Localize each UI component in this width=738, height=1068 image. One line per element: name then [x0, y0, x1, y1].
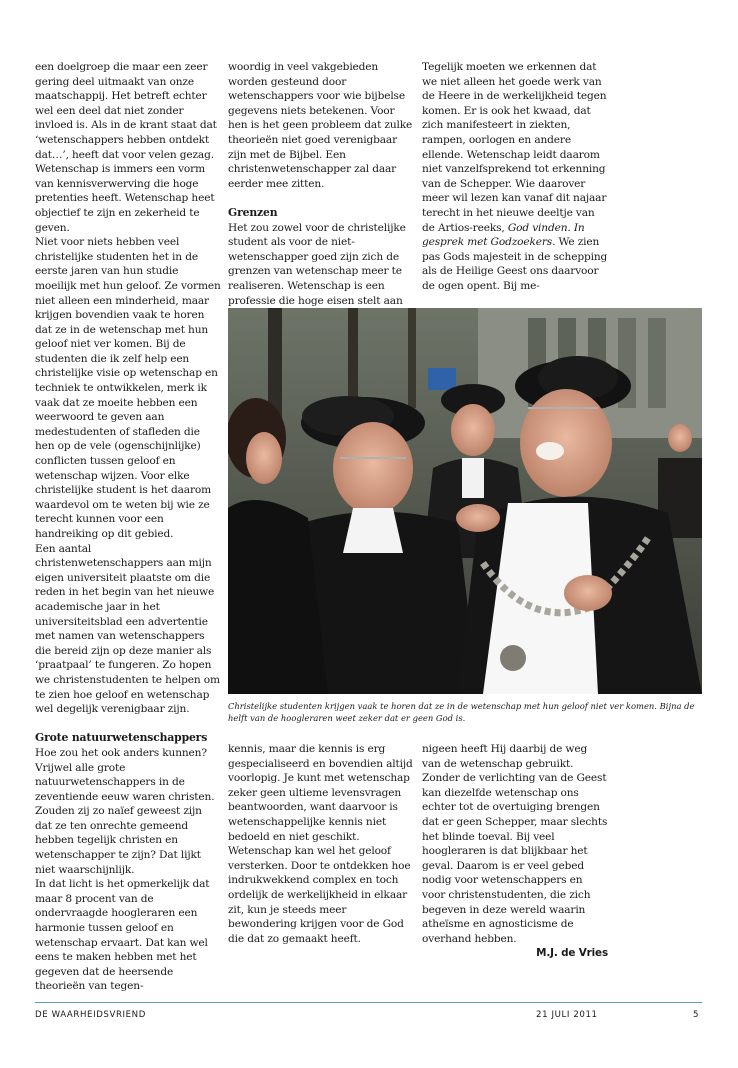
photo-caption: Christelijke studenten krijgen vaak te horen dat ze in de wetenschap met hun geloof niet ver komen. Bijna de helft van de hoogleraren weet zeker dat er geen God is. — [228, 701, 695, 724]
subheading-grote-natuurwetenschappers: Grote natuurwetenschappers — [35, 731, 208, 745]
text-run: Tegelijk moeten we erkennen dat we niet alleen het goede werk van de Heere in de werkelijkheid tegen komen. Er is ook het kwaad, dat zich manifesteert in ziekten, rampen, oorlogen en andere ellende. Wetenschap leidt daarom niet vanzelfsprekend tot erkenning van de Schepper. Wie daarover meer wil lezen kan vanaf dit najaar terecht in het nieuwe deeltje van de Artios-reeks, — [422, 61, 607, 234]
paragraph: Het zou zowel voor de christelijke student als voor de niet-wetenschapper goed zijn zich de grenzen van wetenschap meer te realiseren. Wetenschap is een professie die hoge eisen stelt aan — [228, 221, 406, 307]
footer-publication-name: DE WAARHEIDSVRIEND — [35, 1010, 146, 1020]
page-number: 5 — [693, 1010, 700, 1020]
paragraph: kennis, maar die kennis is erg gespecialiseerd en bovendien altijd voorlopig. Je kunt met wetenschap zeker geen ultieme levensvragen beantwoorden, want daarvoor is wetenschappelijke kennis niet bedoeld en niet geschikt. — [228, 743, 413, 843]
article-column-3-top — [422, 60, 608, 294]
paragraph: een doelgroep die maar een zeer gering deel uitmaakt van onze maatschappij. Het betreft echter wel een deel dat niet zonder invloed is. Als in de krant staat dat ‘wetenschappers hebben ontdekt dat…’, heeft dat voor velen gezag. Wetenschap is immers een vorm van kennisverwerving die hoge pretenties heeft. Wetenschap heet objectief te zijn en zekerheid te geven. — [35, 61, 217, 234]
footer-date: 21 JULI 2011 — [536, 1010, 598, 1020]
paragraph: In dat licht is het opmerkelijk dat maar 8 procent van de ondervraagde hoogleraren een harmonie tussen geloof en wetenschap ervaart. Dat kan wel eens te maken hebben met het gegeven dat de heersende theorieën van tegen- — [35, 878, 210, 993]
paragraph: Niet voor niets hebben veel christelijke studenten het in de eerste jaren van hun studie moeilijk met hun geloof. Ze vormen niet alleen een minderheid, maar krijgen bovendien vaak te horen dat ze in de wetenschap met hun geloof niet ver komen. Bij de studenten die ik zelf help een christelijke visie op wetenschap en techniek te ontwikkelen, merk ik vaak dat ze moeite hebben een weerwoord te geven aan medestudenten of stafleden die hen op de vele (ogenschijnlijke) conflicten tussen geloof en wetenschap wijzen. Voor elke christelijke student is het daarom waardevol om te weten bij wie ze terecht kunnen voor een handreiking op dit gebied. — [35, 236, 221, 540]
footer-divider — [35, 1002, 702, 1003]
paragraph: Een aantal christenwetenschappers aan mijn eigen universiteit plaatste om die reden in het begin van het nieuwe academische jaar in het universiteitsblad een advertentie met namen van wetenschappers die bereid zijn op deze manier als ‘praatpaal’ te fungeren. Zo hopen we christenstudenten te helpen om te zien hoe geloof en wetenschap wel degelijk verenigbaar zijn. — [35, 542, 220, 716]
photo-professors-ceremony — [228, 308, 702, 694]
article-column-1 — [35, 60, 221, 994]
paragraph — [422, 60, 608, 294]
paragraph: Hoe zou het ook anders kunnen? Vrijwel alle grote natuurwetenschappers in de zeventiende eeuw waren christen. Zouden zij zo naïef geweest zijn dat ze ten onrechte gemeend hebben tegelijk christen en wetenschapper te zijn? Dat lijkt niet waarschijnlijk. — [35, 746, 215, 876]
subheading-grenzen: Grenzen — [228, 205, 278, 219]
book-title: God vinden. In gesprek met Godzoekers — [422, 221, 585, 249]
article-column-3-bottom — [422, 742, 608, 961]
text-run: . We zien pas Gods majesteit in de schepping als de Heilige Geest ons daarvoor de ogen opent. Bij me- — [422, 236, 608, 292]
paragraph: woordig in veel vakgebieden worden gesteund door wetenschappers voor wie bijbelse gegevens niets betekenen. Voor hen is het geen probleem dat zulke theorieën niet goed verenigbaar zijn met de Bijbel. Een christenwetenschapper zal daar eerder mee zitten. — [228, 61, 413, 190]
article-column-2-top — [228, 60, 414, 308]
author-signature: M.J. de Vries — [536, 947, 608, 960]
paragraph: Wetenschap kan wel het geloof versterken. Door te ontdekken hoe indrukwekkend complex en toch ordelijk de werkelijkheid in elkaar zit, kun je steeds meer bewondering krijgen voor de God die dat zo gemaakt heeft. — [228, 845, 411, 945]
article-column-2-bottom — [228, 742, 414, 946]
paragraph: nigeen heeft Hij daarbij de weg van de wetenschap gebruikt. Zonder de verlichting van de Geest kan diezelfde wetenschap ons echter tot de overtuiging brengen dat er geen Schepper, maar slechts het blinde toeval. Bij veel hoogleraren is dat blijkbaar het geval. Daarom is er veel gebed nodig voor wetenschappers en voor christenstudenten, die zich begeven in deze wereld waarin atheïsme en agnosticisme de overhand hebben. — [422, 743, 608, 945]
